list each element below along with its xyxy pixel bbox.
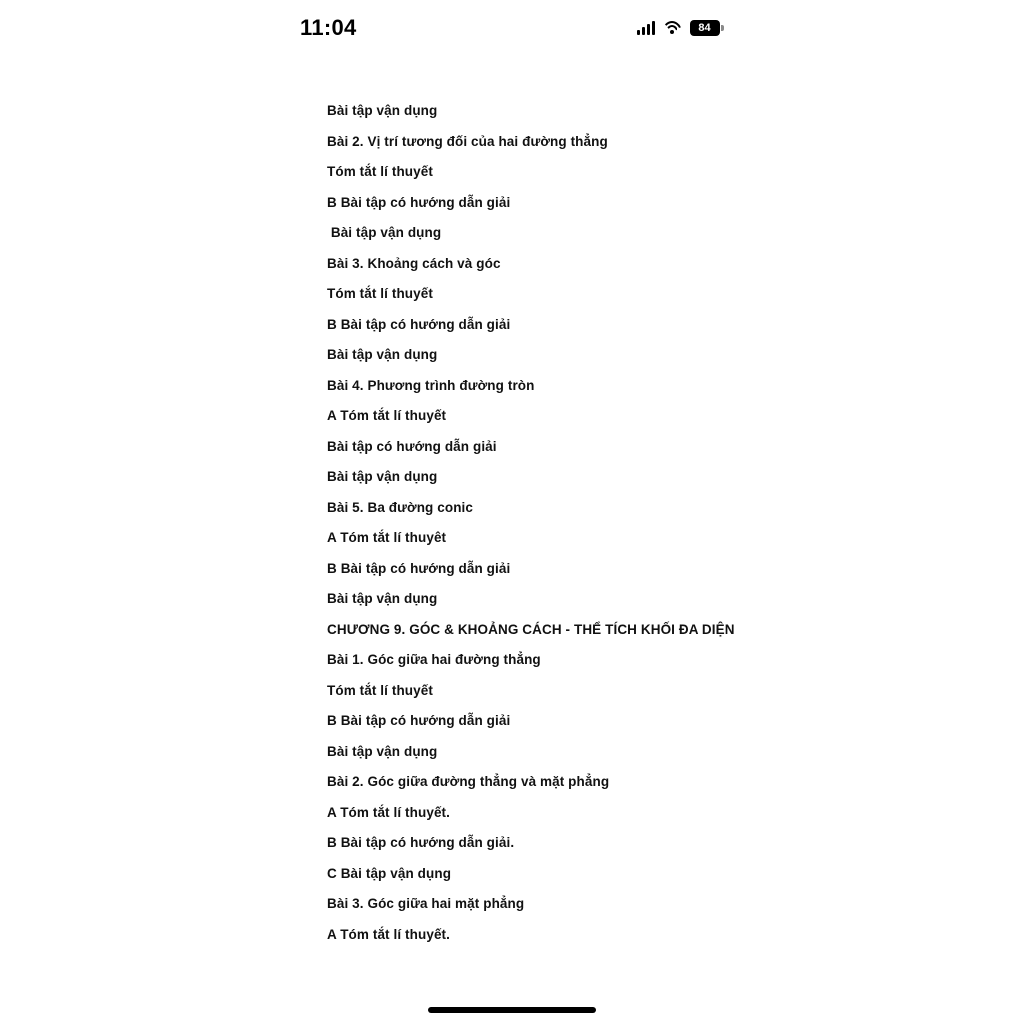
toc-entry-label: A Tóm tắt lí thuyết. xyxy=(327,926,450,942)
toc-entry-label: Bài tập có hướng dẫn giải xyxy=(327,438,497,454)
toc-entry-label: B Bài tập có hướng dẫn giải xyxy=(327,560,511,576)
toc-entry-label: A Tóm tắt lí thuyết. xyxy=(327,804,450,820)
list-item[interactable] xyxy=(327,920,1024,951)
list-item[interactable] xyxy=(327,493,1024,524)
list-item[interactable] xyxy=(327,615,1024,646)
status-bar-indicators xyxy=(637,20,725,36)
toc-entry-label: Bài 3. Góc giữa hai mặt phẳng xyxy=(327,896,525,912)
toc-entry-label: Bài 4. Phương trình đường tròn xyxy=(327,377,535,393)
list-item[interactable] xyxy=(327,554,1024,585)
toc-entry-label: Bài 1. Góc giữa hai đường thẳng xyxy=(327,652,541,668)
list-item[interactable] xyxy=(327,828,1024,859)
battery-icon xyxy=(690,20,725,36)
list-item[interactable] xyxy=(327,645,1024,676)
list-item[interactable] xyxy=(327,706,1024,737)
list-item[interactable] xyxy=(327,676,1024,707)
toc-entry-label: Bài tập vận dụng xyxy=(327,103,438,119)
toc-entry-label: Tóm tắt lí thuyết xyxy=(327,682,433,698)
wifi-icon xyxy=(663,21,682,35)
list-item[interactable] xyxy=(327,249,1024,280)
list-item[interactable] xyxy=(327,737,1024,768)
toc-entry-label: B Bài tập có hướng dẫn giải xyxy=(327,194,511,210)
list-item[interactable] xyxy=(327,889,1024,920)
toc-entry-label: A Tóm tắt lí thuyết xyxy=(327,408,447,424)
toc-entry-label: Bài tập vận dụng xyxy=(327,743,438,759)
cellular-signal-icon xyxy=(637,21,655,35)
toc-entry-label: B Bài tập có hướng dẫn giải xyxy=(327,316,511,332)
toc-entry-label: Bài tập vận dụng xyxy=(327,225,442,241)
home-indicator[interactable] xyxy=(428,1007,596,1013)
table-of-contents xyxy=(0,96,1024,950)
toc-entry-label: Bài 5. Ba đường conic xyxy=(327,499,473,515)
toc-entry-label: Tóm tắt lí thuyết xyxy=(327,286,433,302)
status-bar-time: 11:04 xyxy=(300,15,357,40)
list-item[interactable] xyxy=(327,523,1024,554)
list-item[interactable] xyxy=(327,310,1024,341)
list-item[interactable] xyxy=(327,859,1024,890)
list-item[interactable] xyxy=(327,127,1024,158)
list-item[interactable] xyxy=(327,96,1024,127)
list-item[interactable] xyxy=(327,462,1024,493)
list-item[interactable] xyxy=(327,401,1024,432)
list-item[interactable] xyxy=(327,279,1024,310)
list-item[interactable] xyxy=(327,218,1024,249)
toc-entry-label: B Bài tập có hướng dẫn giải. xyxy=(327,835,515,851)
toc-entry-label: Bài 2. Vị trí tương đối của hai đường thẳng xyxy=(327,133,608,149)
list-item[interactable] xyxy=(327,432,1024,463)
list-item[interactable] xyxy=(327,340,1024,371)
list-item[interactable] xyxy=(327,798,1024,829)
battery-level-label: 84 xyxy=(698,21,711,34)
toc-entry-label: B Bài tập có hướng dẫn giải xyxy=(327,713,511,729)
list-item[interactable] xyxy=(327,157,1024,188)
battery-cap xyxy=(721,25,724,31)
list-item[interactable] xyxy=(327,584,1024,615)
toc-entry-label: Tóm tắt lí thuyết xyxy=(327,164,433,180)
toc-chapter-label: CHƯƠNG 9. GÓC & KHOẢNG CÁCH - THỂ TÍCH KHỐI ĐA DIỆN xyxy=(327,621,735,637)
toc-entry-label: C Bài tập vận dụng xyxy=(327,865,452,881)
list-item[interactable] xyxy=(327,371,1024,402)
status-bar xyxy=(0,0,1024,56)
list-item[interactable] xyxy=(327,767,1024,798)
toc-entry-label: Bài 2. Góc giữa đường thẳng và mặt phẳng xyxy=(327,774,610,790)
toc-entry-label: Bài 3. Khoảng cách và góc xyxy=(327,255,501,271)
toc-entry-label: Bài tập vận dụng xyxy=(327,347,438,363)
list-item[interactable] xyxy=(327,188,1024,219)
toc-entry-label: A Tóm tắt lí thuyêt xyxy=(327,530,447,546)
toc-entry-label: Bài tập vận dụng xyxy=(327,469,438,485)
toc-entry-label: Bài tập vận dụng xyxy=(327,591,438,607)
